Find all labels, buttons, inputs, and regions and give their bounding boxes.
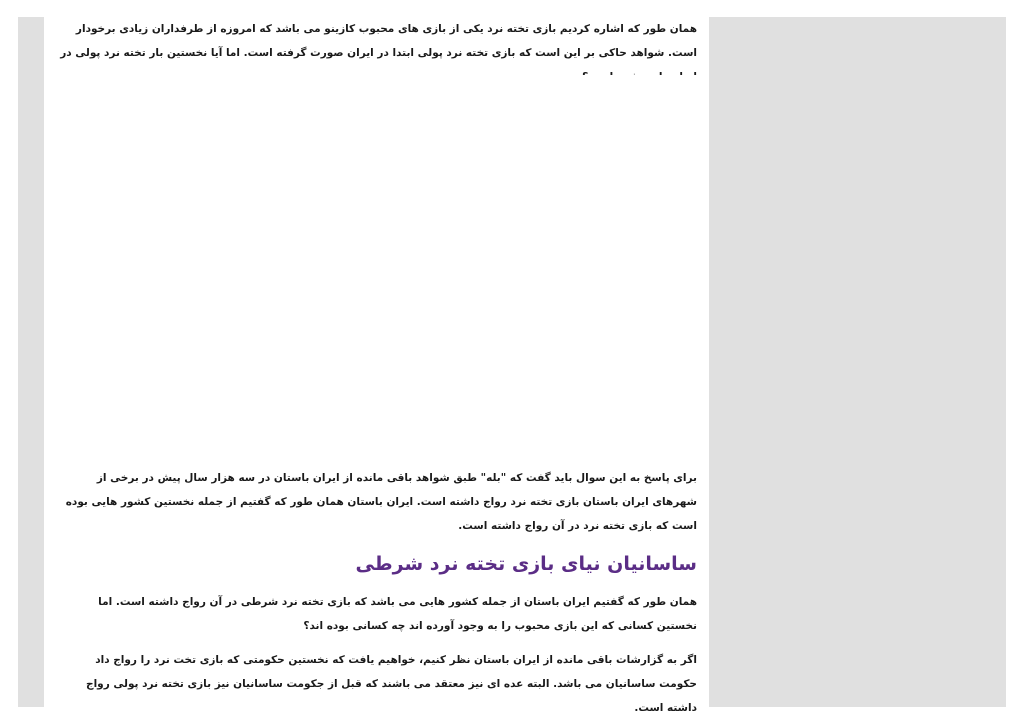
answer-paragraph: برای پاسخ به این سوال باید گفت که "بله" طبق شواهد باقی مانده از ایران باستان در سه هزار سال پیش در برخی از شهرهای ایران باستان بازی تخته نرد رواج داشته است. ایران باستان همان طور که گفتیم از جمله نخستین کشور هایی بوده است که بازی تخته نرد در آن رواج داشته است. (65, 472, 697, 532)
section-intro-paragraph: همان طور که گفتیم ایران باستان از جمله کشور هایی می باشد که بازی تخته نرد شرطی در آن رواج داشته است. اما نخستین کسانی که این بازی محبوب را به وجود آورده اند چه کسانی بوده اند؟ (98, 596, 697, 632)
article-image-placeholder (44, 75, 709, 460)
section-body-paragraph: اگر به گزارشات باقی مانده از ایران باستان نظر کنیم، خواهیم یافت که نخستین حکومتی که بازی تخت نرد را رواج داد حکومت ساسانیان می باشد. البته عده ای نیز معتقد می باشند که قبل از جکومت ساسانیان نیز بازی تخته نرد پولی رواج داشته است. (86, 654, 697, 714)
left-margin (18, 17, 44, 707)
article-content (44, 17, 709, 714)
right-sidebar (709, 17, 1006, 707)
intro-paragraph: همان طور که اشاره کردیم بازی تخته نرد یکی از بازی های محبوب کازینو می باشد که امروزه از طرفداران زیادی برخودار است. شواهد حاکی بر این است که بازی تخته نرد پولی ابتدا در ایران صورت گرفته است. اما آیا نخستین بار تخته نرد پولی در (60, 23, 697, 59)
section-heading: ساسانیان نیای بازی تخته نرد شرطی (355, 553, 697, 575)
